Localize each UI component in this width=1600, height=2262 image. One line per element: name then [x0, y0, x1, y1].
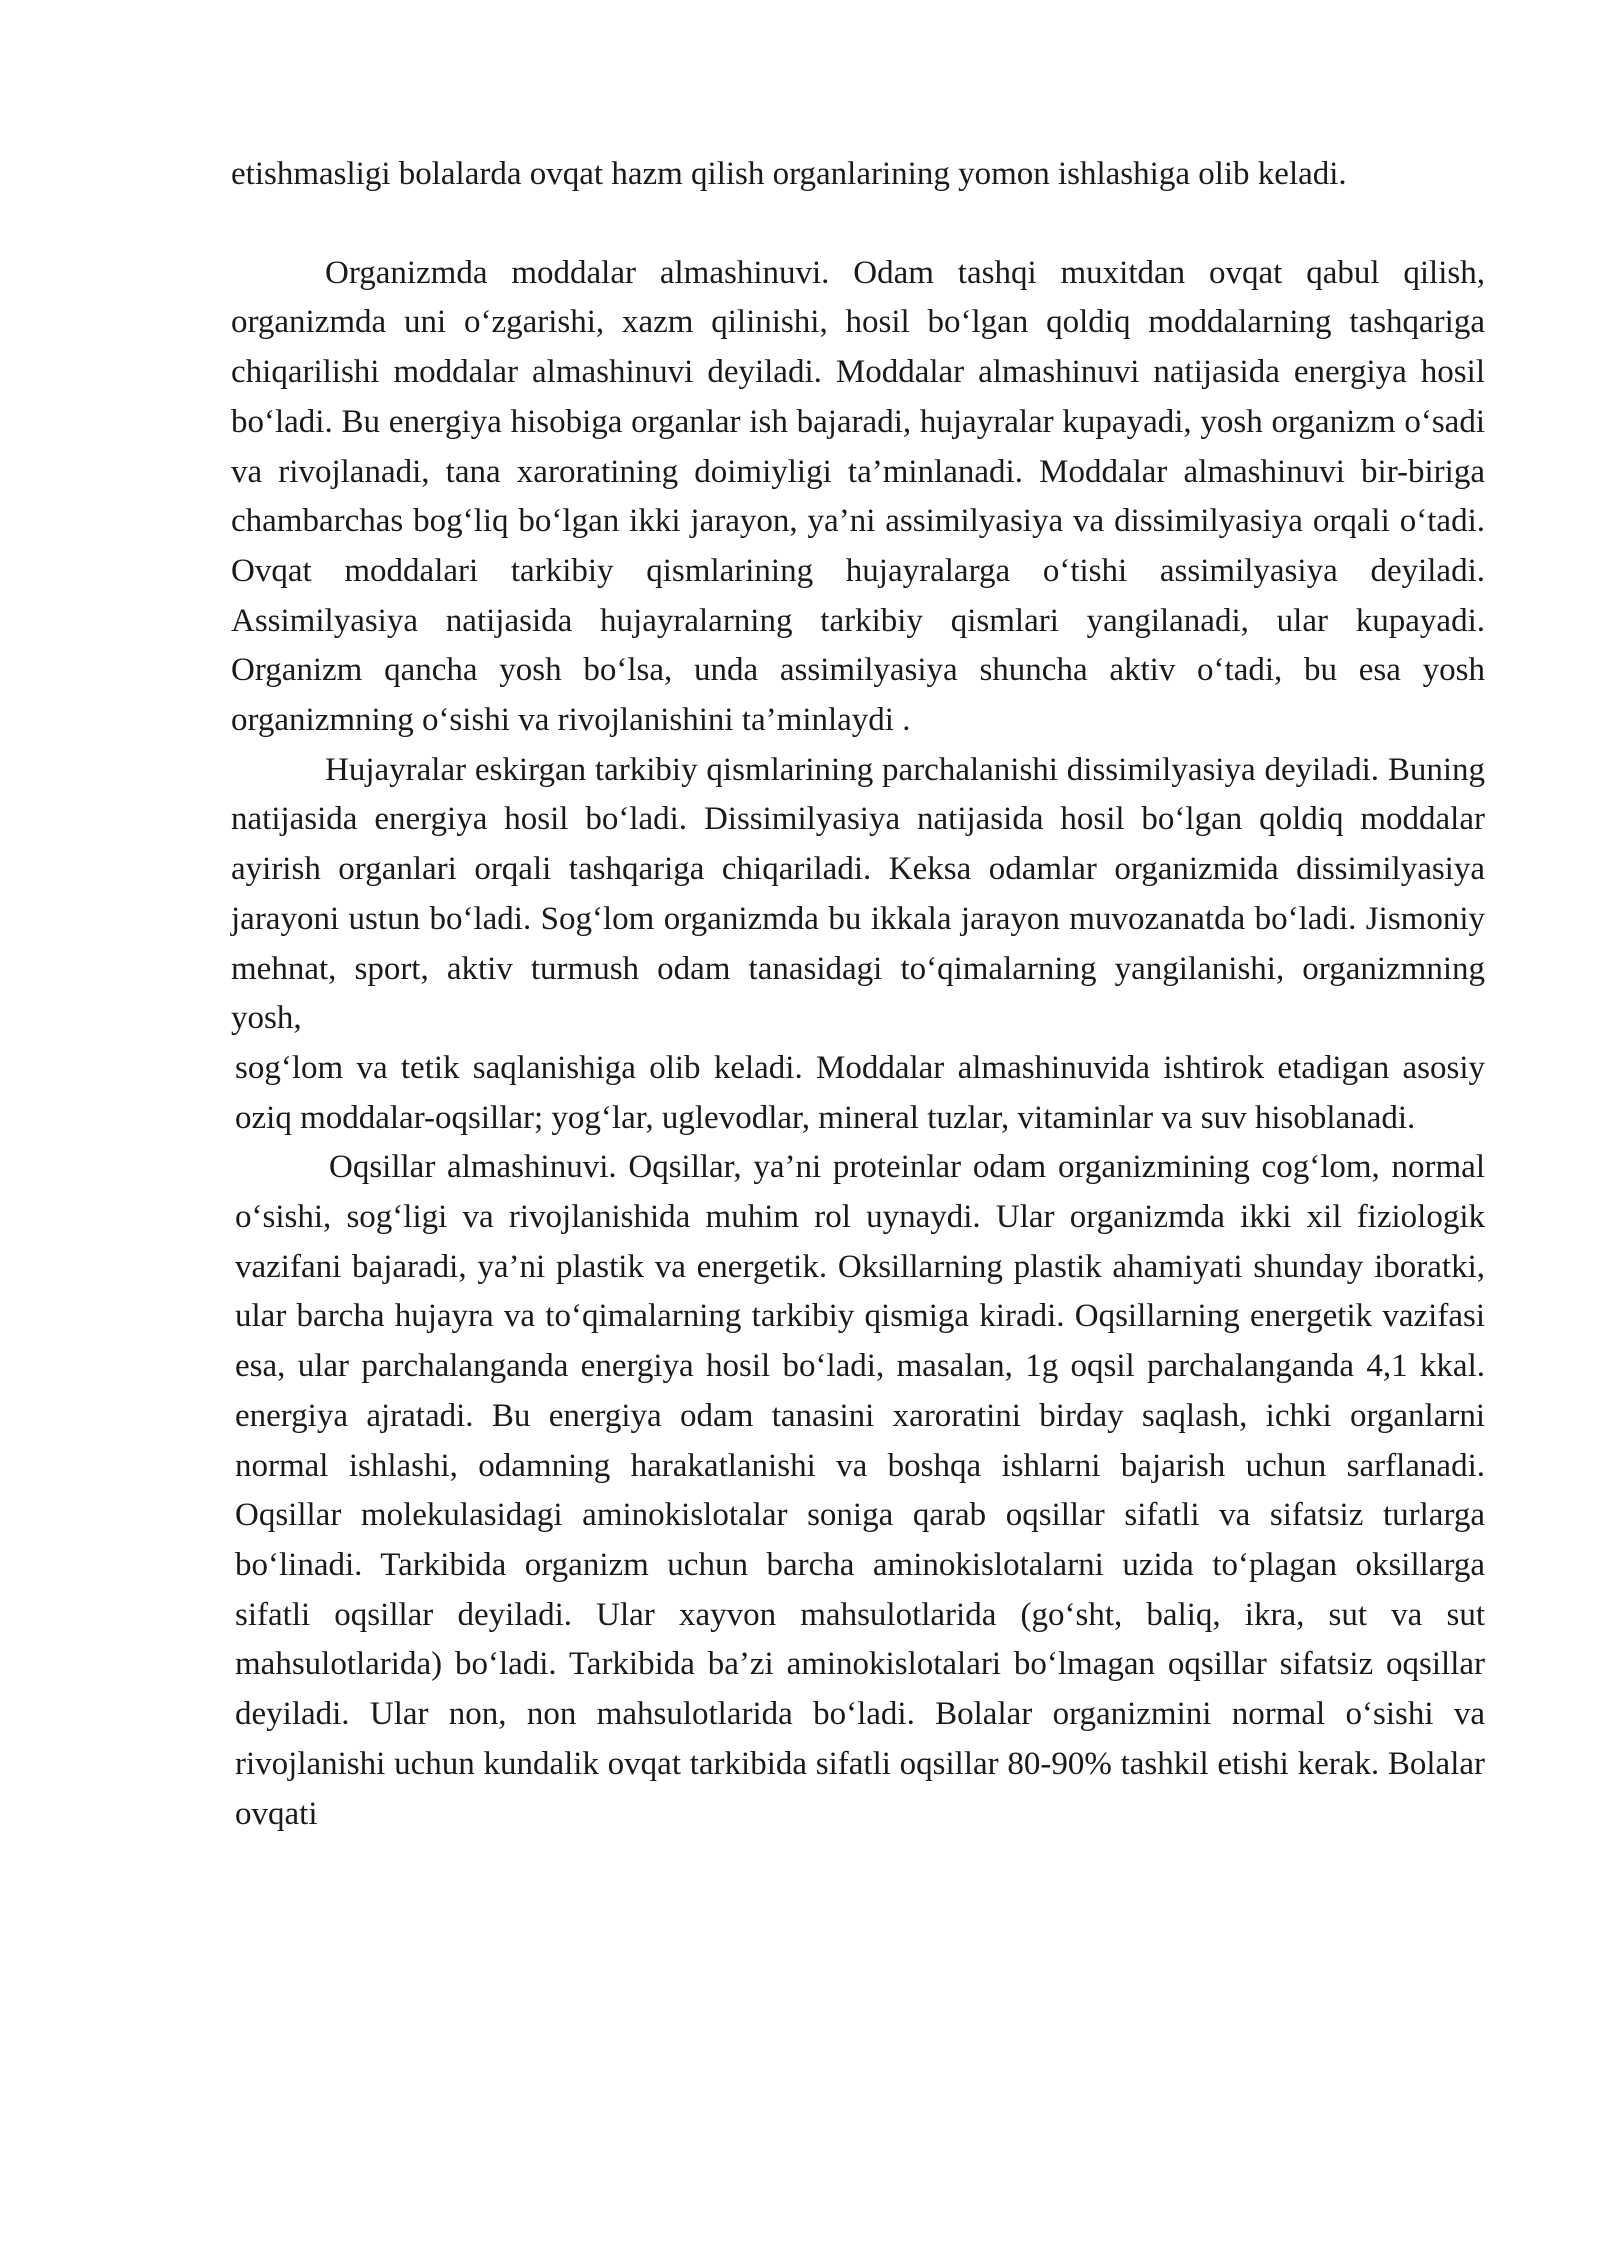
- paragraph-nutrients: sog‘lom va tetik saqlanishiga olib keladi. Moddalar almashinuvida ishtirok etadigan asosiy oziq moddalar-oqsillar; yog‘lar, uglevodlar, mineral tuzlar, vitaminlar va suv hisoblanadi.: [235, 1049, 1485, 1136]
- paragraph-dissimilation: Hujayralar eskirgan tarkibiy qismlarining parchalanishi dissimilyasiya deyiladi. Buning natijasida energiya hosil bo‘ladi. Dissimilyasiya natijasida hosil bo‘lgan qoldiq moddalar ayirish organlari orqali tashqariga chiqariladi. Keksa odamlar organizmida dissimilyasiya jarayoni ustun bo‘ladi. Sog‘lom organizmda bu ikkala jarayon muvozanatda bo‘ladi. Jismoniy mehnat, sport, aktiv turmush odam tanasidagi to‘qimalarning yangilanishi, organizmning yosh,: [231, 751, 1485, 1037]
- paragraph-continuation: etishmasligi bolalarda ovqat hazm qilish organlarining yomon ishlashiga olib keladi.: [231, 156, 1347, 192]
- paragraph-metabolism: Organizmda moddalar almashinuvi. Odam tashqi muxitdan ovqat qabul qilish, organizmda uni o‘zgarishi, xazm qilinishi, hosil bo‘lgan qoldiq moddalarning tashqariga chiqarilishi moddalar almashinuvi deyiladi. Moddalar almashinuvi natijasida energiya hosil bo‘ladi. Bu energiya hisobiga organlar ish bajaradi, hujayralar kupayadi, yosh organizm o‘sadi va rivojlanadi, tana xaroratining doimiyligi ta’minlanadi. Moddalar almashinuvi bir-biriga chambarchas bog‘liq bo‘lgan ikki jarayon, ya’ni assimilyasiya va dissimilyasiya orqali o‘tadi. Ovqat moddalari tarkibiy qismlarining hujayralarga o‘tishi assimilyasiya deyiladi. Assimilyasiya natijasida hujayralarning tarkibiy qismlari yangilanadi, ular kupayadi. Organizm qancha yosh bo‘lsa, unda assimilyasiya shuncha aktiv o‘tadi, bu esa yosh organizmning o‘sishi va rivojlanishini ta’minlaydi .: [231, 254, 1485, 739]
- document-body: [231, 150, 1485, 1839]
- paragraph-protein-metabolism: Oqsillar almashinuvi. Oqsillar, ya’ni proteinlar odam organizmining cog‘lom, normal o‘sishi, sog‘ligi va rivojlanishida muhim rol uynaydi. Ular organizmda ikki xil fiziologik vazifani bajaradi, ya’ni plastik va energetik. Oksillarning plastik ahamiyati shunday iboratki, ular barcha hujayra va to‘qimalarning tarkibiy qismiga kiradi. Oqsillarning energetik vazifasi esa, ular parchalanganda energiya hosil bo‘ladi, masalan, 1g oqsil parchalanganda 4,1 kkal. energiya ajratadi. Bu energiya odam tanasini xaroratini birday saqlash, ichki organlarni normal ishlashi, odamning harakatlanishi va boshqa ishlarni bajarish uchun sarflanadi. Oqsillar molekulasidagi aminokislotalar soniga qarab oqsillar sifatli va sifatsiz turlarga bo‘linadi. Tarkibida organizm uchun barcha aminokislotalarni uzida to‘plagan oksillarga sifatli oqsillar deyiladi. Ular xayvon mahsulotlarida (go‘sht, baliq, ikra, sut va sut mahsulotlarida) bo‘ladi. Tarkibida ba’zi aminokislotalari bo‘lmagan oqsillar sifatsiz oqsillar deyiladi. Ular non, non mahsulotlarida bo‘ladi. Bolalar organizmini normal o‘sishi va rivojlanishi uchun kundalik ovqat tarkibida sifatli oqsillar 80-90% tashkil etishi kerak. Bolalar ovqati: [235, 1149, 1485, 1832]
